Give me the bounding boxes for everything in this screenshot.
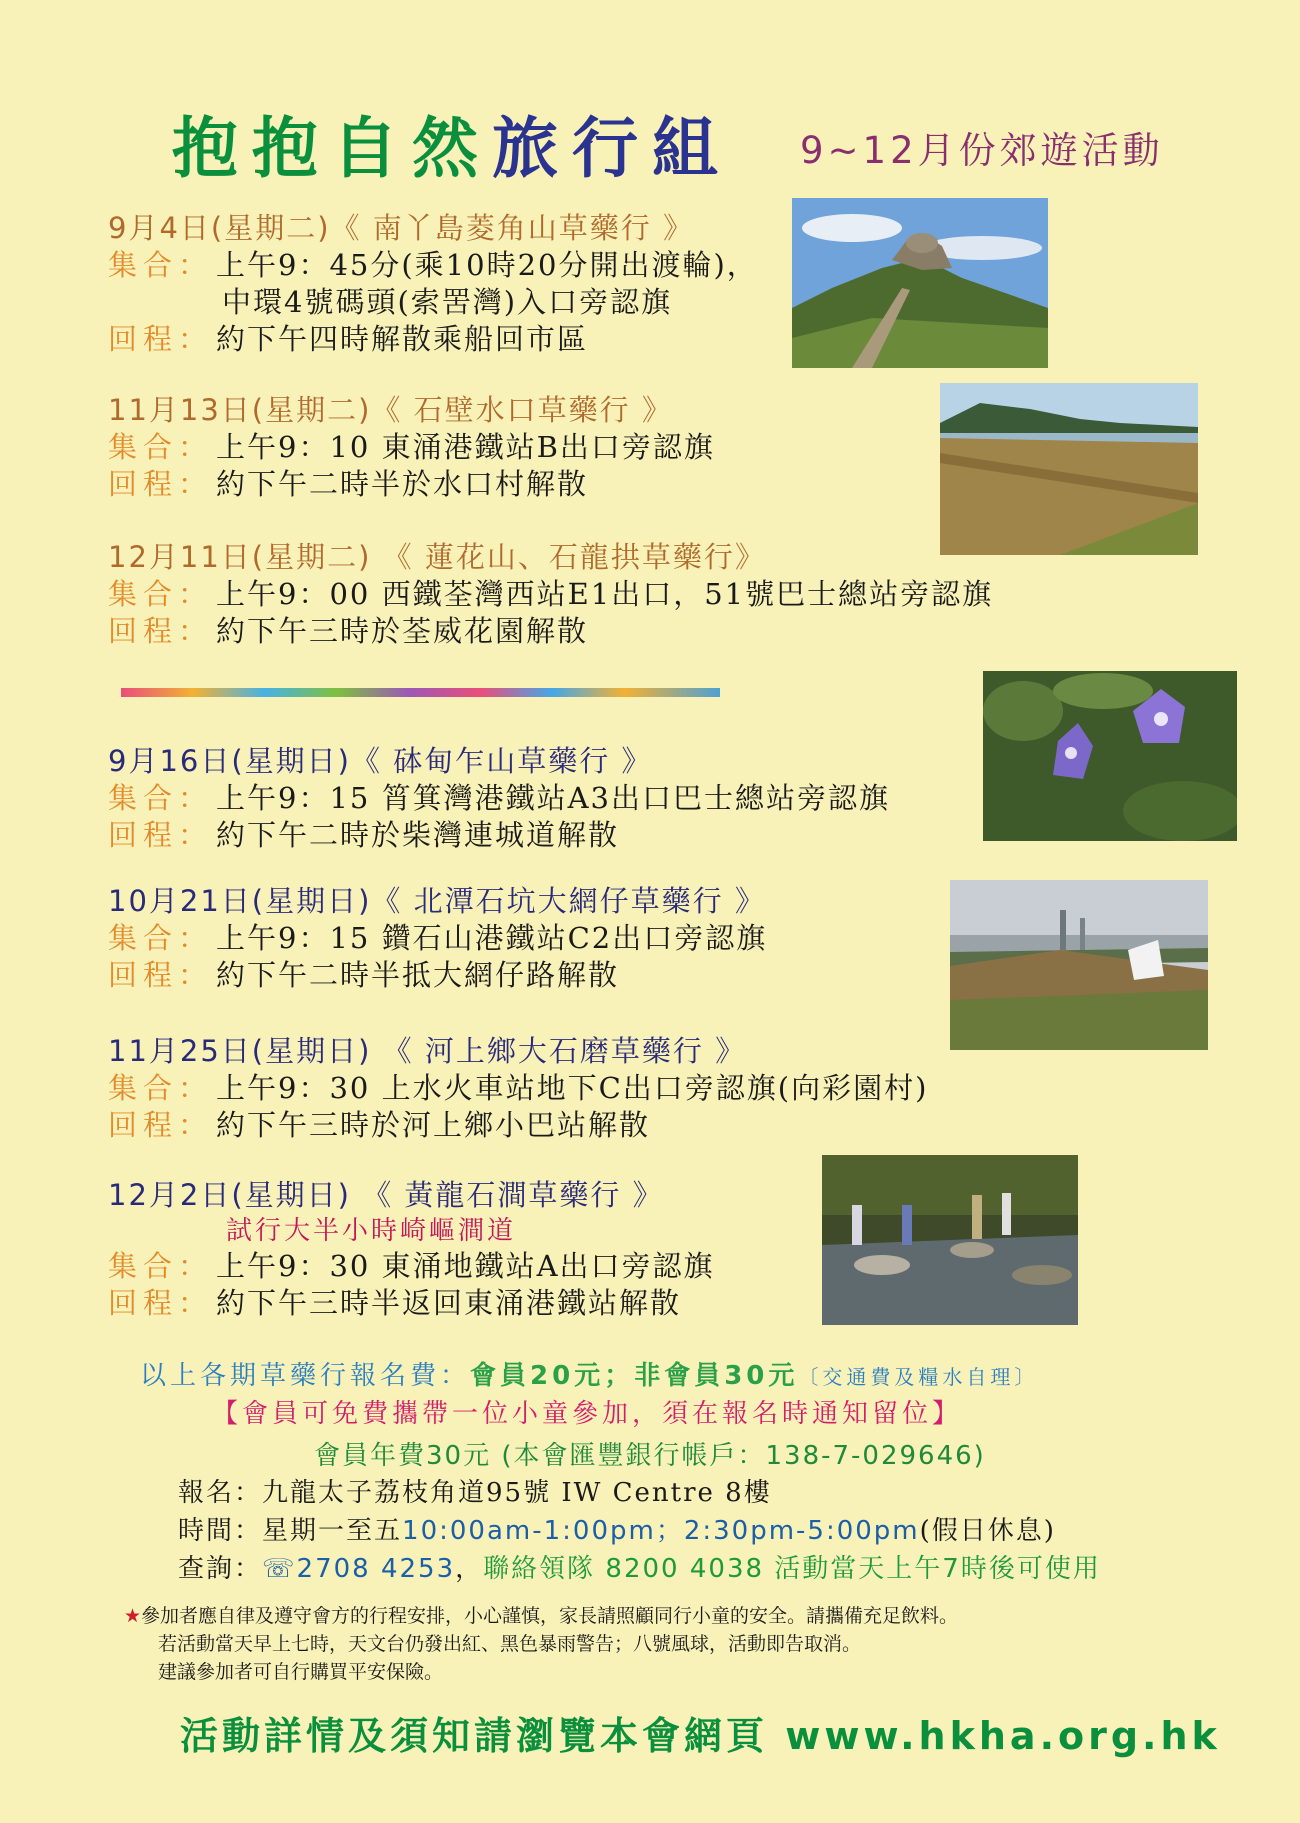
time-hours: 10:00am-1:00pm；2:30pm-5:00pm <box>402 1516 920 1546</box>
phone-number: ☏2708 4253 <box>262 1554 456 1584</box>
event-gather: 上午9：15 鑽石山港鐵站C2出口旁認旗 <box>216 921 768 955</box>
gather-label: 集合： <box>108 430 214 464</box>
return-label: 回程： <box>108 467 214 501</box>
event-date: 11月13日(星期二)《 石壁水口草藥行 》 <box>108 393 673 427</box>
event-gather: 上午9：30 上水火車站地下C出口旁認旗(向彩園村) <box>216 1071 929 1105</box>
event-return: 約下午三時於河上鄉小巴站解散 <box>216 1108 651 1142</box>
enquiry-line <box>178 1548 1101 1585</box>
photo-stream-hikers <box>822 1155 1078 1325</box>
event-gather: 上午9：00 西鐵荃灣西站E1出口，51號巴士總站旁認旗 <box>216 577 994 611</box>
event-return: 約下午二時於柴灣連城道解散 <box>216 818 620 852</box>
notice-2: 若活動當天早上七時，天文台仍發出紅、黑色暴雨警告；八號風球，活動即告取消。 <box>158 1633 862 1655</box>
event-date: 10月21日(星期日)《 北潭石坑大網仔草藥行 》 <box>108 884 766 918</box>
return-label: 回程： <box>108 1286 214 1320</box>
title-part-1: 抱抱自然 <box>172 110 492 187</box>
return-label: 回程： <box>108 958 214 992</box>
event-4 <box>108 743 890 854</box>
photo-lamma-rocks <box>792 198 1048 368</box>
fee-suffix: 〔交通費及糧水自理〕 <box>798 1365 1039 1389</box>
photo-hillside-city <box>950 880 1208 1050</box>
event-3 <box>108 539 993 650</box>
gather-label: 集合： <box>108 781 214 815</box>
event-date: 11月25日(星期日) 《 河上鄉大石磨草藥行 》 <box>108 1034 747 1068</box>
enquiry-label: 查詢： <box>178 1554 263 1584</box>
event-date: 9月16日(星期日)《 砵甸乍山草藥行 》 <box>108 744 653 778</box>
child-policy: 【會員可免費攜帶一位小童參加，須在報名時通知留位】 <box>212 1399 963 1429</box>
event-return: 約下午三時半返回東涌港鐵站解散 <box>216 1286 682 1320</box>
color-divider <box>121 688 720 697</box>
register-address: 九龍太子荔枝角道95號 IW Centre 8樓 <box>262 1478 772 1508</box>
leader-contact: 聯絡領隊 8200 4038 活動當天上午7時後可使用 <box>483 1554 1101 1584</box>
event-5 <box>108 883 767 994</box>
event-return: 約下午四時解散乘船回市區 <box>216 322 589 356</box>
gather-label: 集合： <box>108 1249 214 1283</box>
page-subtitle: 9~12月份郊遊活動 <box>800 129 1164 172</box>
photo-shek-pik-dam <box>940 383 1198 555</box>
fee-prefix: 以上各期草藥行報名費： <box>140 1361 471 1391</box>
event-date: 12月11日(星期二) 《 蓮花山、石龍拱草藥行》 <box>108 540 766 574</box>
event-return: 約下午二時半於水口村解散 <box>216 467 589 501</box>
register-label: 報名： <box>178 1478 263 1508</box>
event-gather-cont: 中環4號碼頭(索罟灣)入口旁認旗 <box>222 285 673 319</box>
notice-1 <box>124 1604 958 1629</box>
gather-label: 集合： <box>108 577 214 611</box>
time-days: 星期一至五 <box>262 1516 403 1546</box>
fee-line <box>140 1355 1038 1392</box>
event-7 <box>108 1177 715 1322</box>
register-line <box>178 1472 772 1509</box>
enquiry-separator: ， <box>455 1554 484 1584</box>
event-note: 試行大半小時崎嶇澗道 <box>226 1216 517 1246</box>
return-label: 回程： <box>108 614 214 648</box>
time-holiday: (假日休息) <box>919 1516 1056 1546</box>
star-icon: ★ <box>124 1605 142 1627</box>
photo-balloon-flowers <box>983 671 1237 841</box>
event-gather: 上午9：10 東涌港鐵站B出口旁認旗 <box>216 430 715 464</box>
gather-label: 集合： <box>108 248 214 282</box>
event-return: 約下午三時於荃威花園解散 <box>216 614 589 648</box>
return-label: 回程： <box>108 818 214 852</box>
event-gather: 上午9：30 東涌地鐵站A出口旁認旗 <box>216 1249 715 1283</box>
event-return: 約下午二時半抵大網仔路解散 <box>216 958 620 992</box>
website-footer: 活動詳情及須知請瀏覽本會網頁 www.hkha.org.hk <box>180 1714 1221 1758</box>
time-line <box>178 1510 1056 1547</box>
gather-label: 集合： <box>108 921 214 955</box>
return-label: 回程： <box>108 1108 214 1142</box>
gather-label: 集合： <box>108 1071 214 1105</box>
annual-fee: 會員年費30元 (本會匯豐銀行帳戶：138-7-029646) <box>314 1441 986 1471</box>
title-part-2: 旅行組 <box>492 110 732 187</box>
page-title <box>172 95 732 190</box>
event-1 <box>108 210 758 358</box>
event-6 <box>108 1033 928 1144</box>
return-label: 回程： <box>108 322 214 356</box>
event-gather: 上午9：45分(乘10時20分開出渡輪)， <box>216 248 758 282</box>
event-gather: 上午9：15 筲箕灣港鐵站A3出口巴士總站旁認旗 <box>216 781 890 815</box>
event-date: 9月4日(星期二)《 南丫島菱角山草藥行 》 <box>108 211 694 245</box>
event-2 <box>108 392 715 503</box>
time-label: 時間： <box>178 1516 263 1546</box>
notice-text-1: 參加者應自律及遵守會方的行程安排，小心謹慎，家長請照顧同行小童的安全。請攜備充足飲料。 <box>141 1605 959 1627</box>
fee-amount: 會員20元；非會員30元 <box>470 1361 799 1391</box>
event-date: 12月2日(星期日) 《 黃龍石澗草藥行 》 <box>108 1178 664 1212</box>
notice-3: 建議參加者可自行購買平安保險。 <box>158 1661 444 1683</box>
